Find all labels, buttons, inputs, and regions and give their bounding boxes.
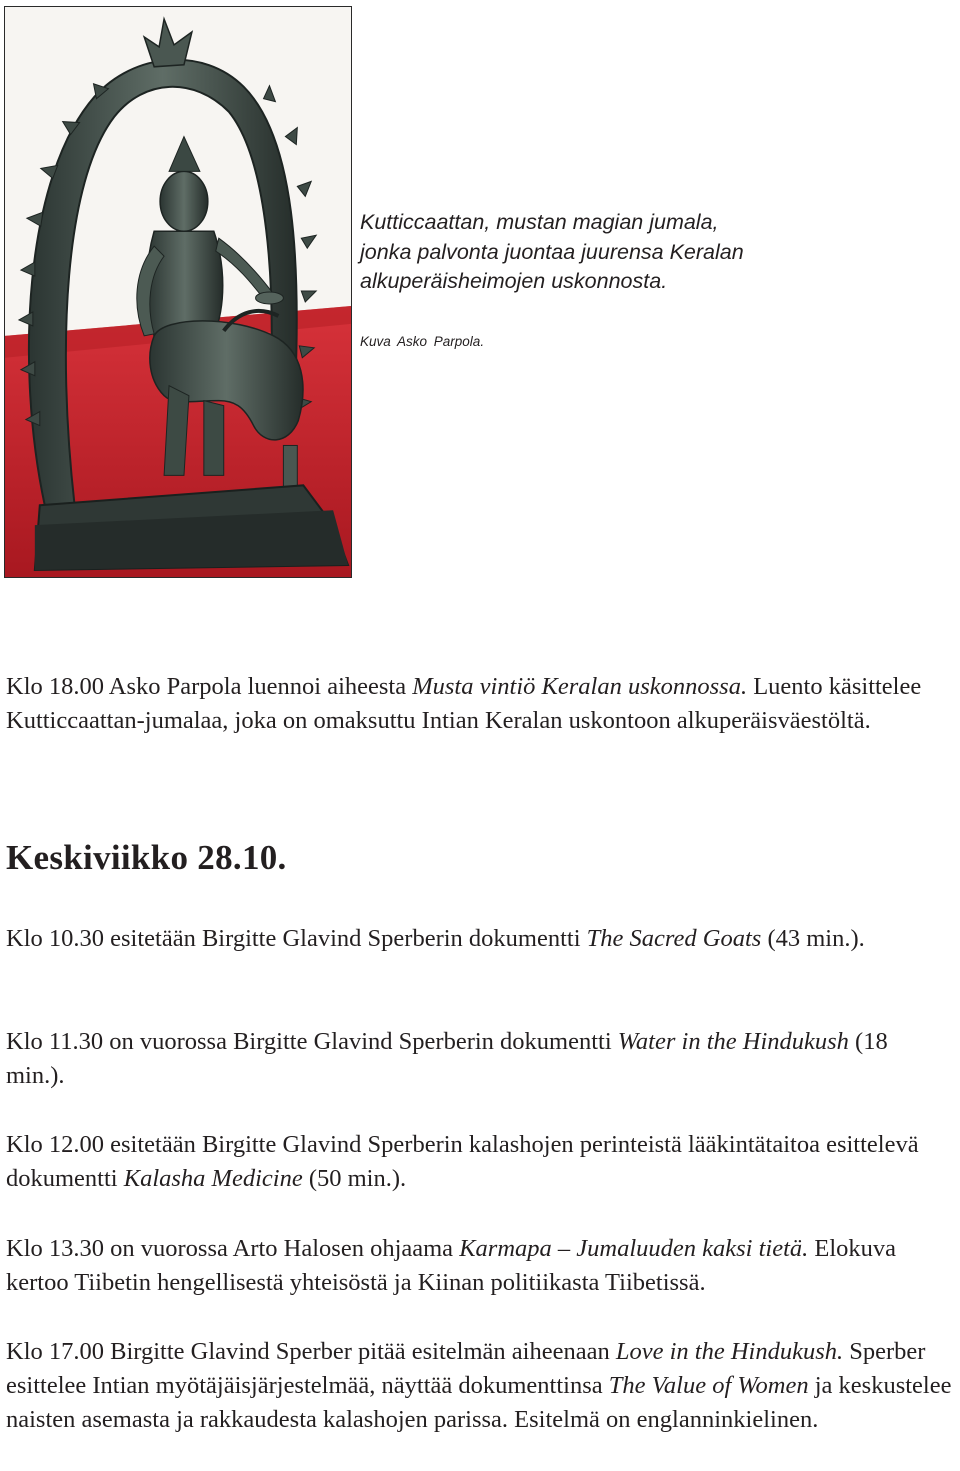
caption-line-2: jonka palvonta juontaa juurensa Keralan [360, 239, 744, 264]
statue-illustration [5, 7, 351, 577]
event-duration: (43 min.). [761, 925, 865, 952]
event-title: Love in the Hindukush. [615, 1338, 844, 1365]
event-text: Klo 13.30 on vuorossa Arto Halosen ohjaama [6, 1235, 460, 1262]
photo-caption [360, 208, 880, 297]
event-text: Klo 11.30 on vuorossa Birgitte Glavind Sperberin dokumentti [6, 1028, 618, 1055]
event-1700 [6, 1335, 952, 1438]
figure-head [160, 171, 208, 231]
event-1200 [6, 1128, 952, 1196]
figure-torso [147, 231, 223, 336]
event-title: Kalasha Medicine [123, 1165, 303, 1193]
event-1130 [6, 1025, 952, 1093]
event-title: The Sacred Goats [586, 925, 762, 952]
event-title: Water in the Hindukush [617, 1028, 849, 1055]
caption-line-1: Kutticcaattan, mustan magian jumala, [360, 210, 719, 234]
event-text: Klo 10.30 esitetään Birgitte Glavind Sperberin dokumentti [6, 925, 587, 952]
event-duration: (50 min.). [302, 1165, 407, 1193]
lecture-paragraph [6, 670, 952, 738]
event-text-b: Sperber esittelee Intian myötäjäisjärjestelmää, näyttää dokumenttinsa [6, 1338, 926, 1400]
event-film-title: The Value of Women [608, 1372, 809, 1400]
event-text: Klo 17.00 Birgitte Glavind Sperber pitää esitelmän aiheenaan [6, 1338, 616, 1365]
photo-credit: Kuva Asko Parpola. [360, 334, 485, 349]
lecture-title: Musta vintiö Keralan uskonnossa. [412, 673, 748, 700]
lecture-text-b: Luento käsittelee Kutticcaattan-jumalaa, joka on omaksuttu Intian Keralan uskontoon alkuperäisväestöltä. [6, 673, 922, 735]
event-1030 [6, 922, 952, 956]
event-text-c: ja keskustelee naisten asemasta ja rakkaudesta kalashojen parissa. Esitelmä on englanninkielinen. [6, 1372, 952, 1434]
event-duration: (18 min.). [6, 1028, 888, 1090]
event-1330 [6, 1232, 952, 1300]
lecture-text-a: Klo 18.00 Asko Parpola luennoi aiheesta [6, 673, 413, 700]
event-description: Elokuva kertoo Tiibetin hengellisestä yhteisöstä ja Kiinan politiikasta Tiibetissä. [6, 1235, 897, 1297]
statue-photo [4, 6, 352, 578]
caption-line-3: alkuperäisheimojen uskonnosta. [360, 269, 668, 293]
day-heading: Keskiviikko 28.10. [6, 838, 287, 877]
event-title: Karmapa – Jumaluuden kaksi tietä. [459, 1235, 809, 1262]
event-text: Klo 12.00 esitetään Birgitte Glavind Sperberin kalashojen perinteistä lääkintätaitoa esittelevä dokumentti [6, 1131, 919, 1193]
